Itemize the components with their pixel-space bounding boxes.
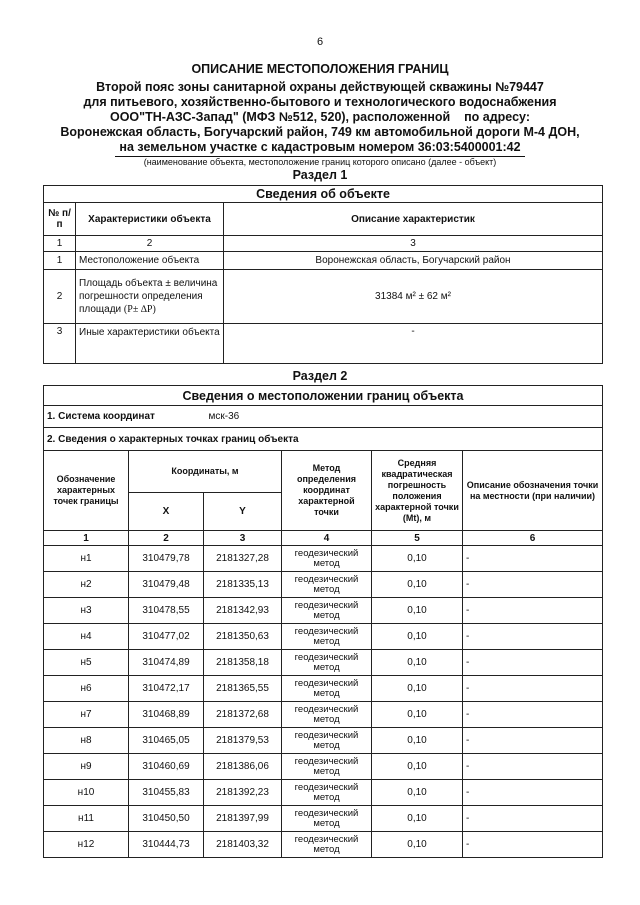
- coord-x: 310477,02: [129, 624, 204, 650]
- coord-x: 310465,05: [129, 728, 204, 754]
- table-row: [44, 780, 603, 806]
- point-description: -: [463, 806, 603, 832]
- method-line: геодезический: [294, 625, 359, 637]
- coord-y: 2181379,53: [204, 728, 282, 754]
- subtitle-line: на земельном участке с кадастровым номером 36:03:5400001:42: [119, 140, 521, 154]
- coord-x: 310450,50: [129, 806, 204, 832]
- mean-error: 0,10: [372, 650, 463, 676]
- point-name: н1: [44, 546, 129, 572]
- page-number: 6: [316, 36, 324, 48]
- point-description: -: [463, 754, 603, 780]
- method: [282, 702, 372, 728]
- method-line: метод: [313, 791, 340, 803]
- mean-error: 0,10: [372, 754, 463, 780]
- method-line: метод: [313, 661, 340, 673]
- coord-x: 310474,89: [129, 650, 204, 676]
- table-row: [44, 598, 603, 624]
- point-description: -: [463, 546, 603, 572]
- method-line: метод: [313, 765, 340, 777]
- method: [282, 650, 372, 676]
- subtitle-line: Воронежская область, Богучарский район, 749 км автомобильной дороги М-4 ДОН,: [60, 125, 580, 139]
- document-title: ОПИСАНИЕ МЕСТОПОЛОЖЕНИЯ ГРАНИЦ: [191, 62, 449, 76]
- table-row: [44, 650, 603, 676]
- coord-x: 310479,78: [129, 546, 204, 572]
- characteristic-value: 31384 м² ± 62 м²: [224, 270, 603, 324]
- col-header-y: Y: [204, 493, 282, 531]
- method-line: геодезический: [294, 833, 359, 845]
- coord-y: 2181372,68: [204, 702, 282, 728]
- col-number: 2: [76, 236, 224, 252]
- method: [282, 676, 372, 702]
- coord-x: 310460,69: [129, 754, 204, 780]
- point-name: н4: [44, 624, 129, 650]
- mean-error: 0,10: [372, 728, 463, 754]
- method-line: метод: [313, 713, 340, 725]
- col-number: 1: [44, 236, 76, 252]
- method: [282, 780, 372, 806]
- coord-y: 2181350,63: [204, 624, 282, 650]
- point-name: н2: [44, 572, 129, 598]
- method: [282, 546, 372, 572]
- mean-error: 0,10: [372, 702, 463, 728]
- table-row: [44, 546, 603, 572]
- point-rows: [44, 546, 603, 858]
- coord-y: 2181386,06: [204, 754, 282, 780]
- method-line: геодезический: [294, 755, 359, 767]
- point-description: -: [463, 624, 603, 650]
- point-name: н7: [44, 702, 129, 728]
- table-row: [44, 252, 603, 270]
- method-line: метод: [313, 817, 340, 829]
- col-header-number: № п/п: [44, 203, 76, 236]
- mean-error: 0,10: [372, 806, 463, 832]
- table-row: [44, 832, 603, 858]
- characteristic: Иные характеристики объекта: [76, 324, 224, 364]
- method: [282, 728, 372, 754]
- row-number: 3: [44, 324, 76, 364]
- method-line: метод: [313, 739, 340, 751]
- coord-y: 2181365,55: [204, 676, 282, 702]
- coord-x: 310468,89: [129, 702, 204, 728]
- mean-error: 0,10: [372, 572, 463, 598]
- method-line: метод: [313, 609, 340, 621]
- point-description: -: [463, 572, 603, 598]
- coord-x: 310472,17: [129, 676, 204, 702]
- point-name: н5: [44, 650, 129, 676]
- point-name: н9: [44, 754, 129, 780]
- mean-error: 0,10: [372, 676, 463, 702]
- coord-y: 2181392,23: [204, 780, 282, 806]
- point-name: н11: [44, 806, 129, 832]
- subtitle-line: для питьевого, хозяйственно-бытового и технологического водоснабжения: [83, 95, 557, 109]
- method: [282, 624, 372, 650]
- coord-x: 310455,83: [129, 780, 204, 806]
- col-header-coords: Координаты, м: [129, 451, 282, 493]
- point-description: -: [463, 650, 603, 676]
- point-description: -: [463, 780, 603, 806]
- method-line: геодезический: [294, 807, 359, 819]
- table-row: [44, 806, 603, 832]
- method-line: метод: [313, 687, 340, 699]
- table-row: [44, 754, 603, 780]
- col-number: 4: [282, 531, 372, 546]
- col-header-x: X: [129, 493, 204, 531]
- section2-heading: Раздел 2: [292, 369, 348, 383]
- coord-y: 2181327,28: [204, 546, 282, 572]
- coord-x: 310478,55: [129, 598, 204, 624]
- method-line: геодезический: [294, 781, 359, 793]
- method-line: метод: [313, 583, 340, 595]
- col-number: 1: [44, 531, 129, 546]
- method-line: геодезический: [294, 547, 359, 559]
- coord-system-value: мск-36: [208, 411, 240, 422]
- method-line: геодезический: [294, 599, 359, 611]
- point-name: н12: [44, 832, 129, 858]
- col-number: 6: [463, 531, 603, 546]
- col-number: 3: [204, 531, 282, 546]
- boundary-points-table: [43, 385, 603, 858]
- point-description: -: [463, 832, 603, 858]
- coord-system-label: 1. Система координат: [47, 411, 155, 422]
- method-line: геодезический: [294, 651, 359, 663]
- object-info-title: Сведения об объекте: [44, 186, 603, 203]
- area-formula: (P± ∆P): [123, 304, 156, 315]
- method-line: метод: [313, 635, 340, 647]
- method-line: геодезический: [294, 573, 359, 585]
- col-header-location-desc: Описание обозначения точки на местности (при наличии): [463, 451, 603, 531]
- col-header-method: Метод определения координат характерной точки: [282, 451, 372, 531]
- point-description: -: [463, 598, 603, 624]
- coord-y: 2181335,13: [204, 572, 282, 598]
- method-line: геодезический: [294, 677, 359, 689]
- method: [282, 806, 372, 832]
- col-header-characteristic: Характеристики объекта: [76, 203, 224, 236]
- point-name: н8: [44, 728, 129, 754]
- table-row: [44, 728, 603, 754]
- table-row: [44, 572, 603, 598]
- coord-y: 2181397,99: [204, 806, 282, 832]
- point-name: н10: [44, 780, 129, 806]
- col-number: 5: [372, 531, 463, 546]
- characteristic: Местоположение объекта: [76, 252, 224, 270]
- object-description: [40, 80, 600, 155]
- characteristic-value: Воронежская область, Богучарский район: [224, 252, 603, 270]
- point-name: н3: [44, 598, 129, 624]
- section1-heading: Раздел 1: [292, 168, 348, 182]
- method: [282, 832, 372, 858]
- object-info-table: [43, 185, 603, 364]
- table-row: [44, 676, 603, 702]
- point-description: -: [463, 676, 603, 702]
- mean-error: 0,10: [372, 598, 463, 624]
- subtitle-line: ООО"ТН-АЗС-Запад" (МФЗ №512, 520), расположенной по адресу:: [109, 110, 530, 124]
- table-row: [44, 624, 603, 650]
- object-caption: (наименование объекта, местоположение границ которого описано (далее - объект): [143, 157, 497, 167]
- coord-y: 2181342,93: [204, 598, 282, 624]
- coord-x: 310479,48: [129, 572, 204, 598]
- table-row: [44, 270, 603, 324]
- point-name: н6: [44, 676, 129, 702]
- mean-error: 0,10: [372, 546, 463, 572]
- col-header-point: Обозначение характерных точек границы: [44, 451, 129, 531]
- method-line: геодезический: [294, 729, 359, 741]
- method: [282, 572, 372, 598]
- row-number: 1: [44, 252, 76, 270]
- characteristic: Площадь объекта ± величина погрешности определения площади: [79, 278, 218, 315]
- mean-error: 0,10: [372, 832, 463, 858]
- boundary-table-title: Сведения о местоположении границ объекта: [44, 386, 603, 406]
- col-header-description: Описание характеристик: [224, 203, 603, 236]
- point-description: -: [463, 702, 603, 728]
- subtitle-line: Второй пояс зоны санитарной охраны действующей скважины №79447: [96, 80, 544, 94]
- method: [282, 754, 372, 780]
- method: [282, 598, 372, 624]
- mean-error: 0,10: [372, 780, 463, 806]
- method-line: геодезический: [294, 703, 359, 715]
- method-line: метод: [313, 843, 340, 855]
- table-row: [44, 702, 603, 728]
- mean-error: 0,10: [372, 624, 463, 650]
- coord-y: 2181403,32: [204, 832, 282, 858]
- col-number: 3: [224, 236, 603, 252]
- col-header-error: Средняя квадратическая погрешность положения характерной точки (Mt), м: [372, 451, 463, 531]
- row-number: 2: [44, 270, 76, 324]
- method-line: метод: [313, 557, 340, 569]
- col-number: 2: [129, 531, 204, 546]
- point-description: -: [463, 728, 603, 754]
- points-section-label: 2. Сведения о характерных точках границ объекта: [44, 428, 603, 451]
- coord-x: 310444,73: [129, 832, 204, 858]
- table-row: [44, 324, 603, 364]
- characteristic-value: -: [224, 324, 603, 364]
- coord-y: 2181358,18: [204, 650, 282, 676]
